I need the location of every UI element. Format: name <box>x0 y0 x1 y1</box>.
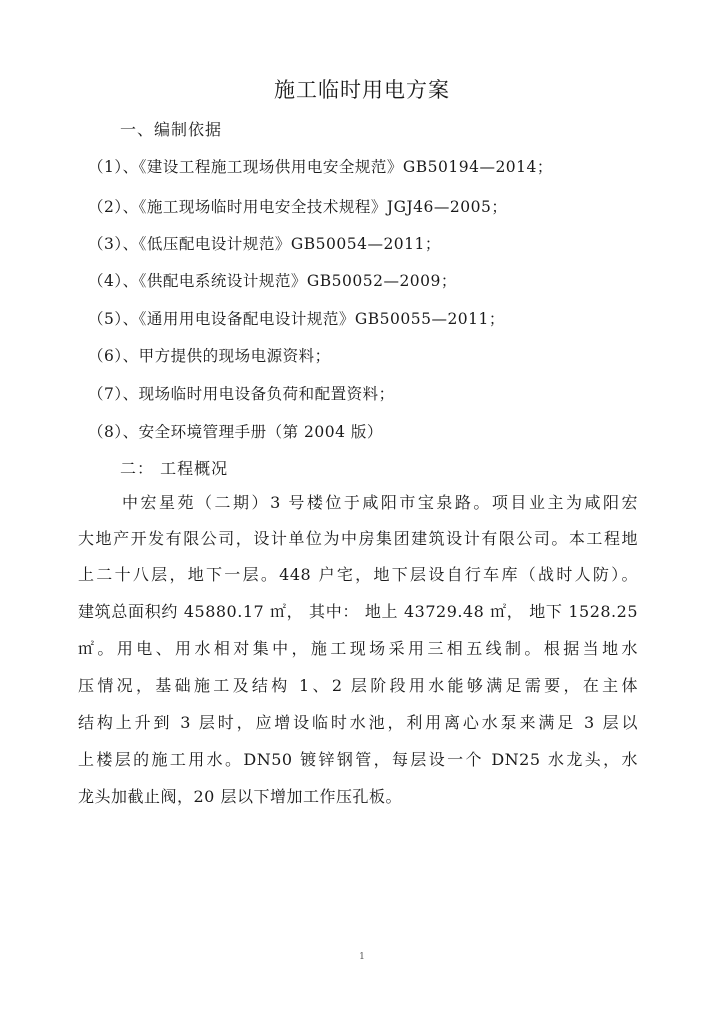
reference-item: （8）、安全环境管理手册（第 2004 版） <box>88 423 383 441</box>
reference-item: （7）、现场临时用电设备负荷和配置资料； <box>88 385 395 403</box>
paragraph-line: 结构上升到 3 层时，应增设临时水池，利用离心水泵来满足 3 层以 <box>78 713 638 732</box>
section-heading-basis: 一、编制依据 <box>120 120 223 139</box>
page-number: 1 <box>359 952 365 962</box>
paragraph-line: 龙头加截止阀，20 层以下增加工作压孔板。 <box>78 787 402 806</box>
reference-item: （6）、甲方提供的现场电源资料； <box>88 347 331 365</box>
reference-item: （5）、《通用用电设备配电设计规范》GB50055—2011； <box>88 310 505 328</box>
document-title: 施工临时用电方案 <box>274 78 450 102</box>
reference-item: （1）、《建设工程施工现场供用电安全规范》GB50194—2014； <box>88 158 553 176</box>
paragraph-line: 上楼层的施工用水。DN50 镀锌钢管，每层设一个 DN25 水龙头，水 <box>78 750 638 769</box>
paragraph-line: ㎡。用电、用水相对集中，施工现场采用三相五线制。根据当地水 <box>78 639 638 658</box>
reference-item: （3）、《低压配电设计规范》GB50054—2011； <box>88 235 441 253</box>
paragraph-line: 中宏星苑（二期）3 号楼位于咸阳市宝泉路。项目业主为咸阳宏 <box>122 493 638 512</box>
paragraph-line: 压情况，基础施工及结构 1、2 层阶段用水能够满足需要，在主体 <box>78 676 638 695</box>
reference-item: （4）、《供配电系统设计规范》GB50052—2009； <box>88 272 457 290</box>
paragraph-line: 建筑总面积约 45880.17 ㎡， 其中： 地上 43729.48 ㎡， 地下 1528.25 <box>78 602 638 621</box>
paragraph-line: 大地产开发有限公司，设计单位为中房集团建筑设计有限公司。本工程地 <box>78 529 638 548</box>
reference-item: （2）、《施工现场临时用电安全技术规程》JGJ46—2005； <box>88 198 508 216</box>
section-heading-overview: 二： 工程概况 <box>120 459 229 478</box>
paragraph-line: 上二十八层，地下一层。448 户宅，地下层设自行车库（战时人防）。 <box>78 565 638 584</box>
